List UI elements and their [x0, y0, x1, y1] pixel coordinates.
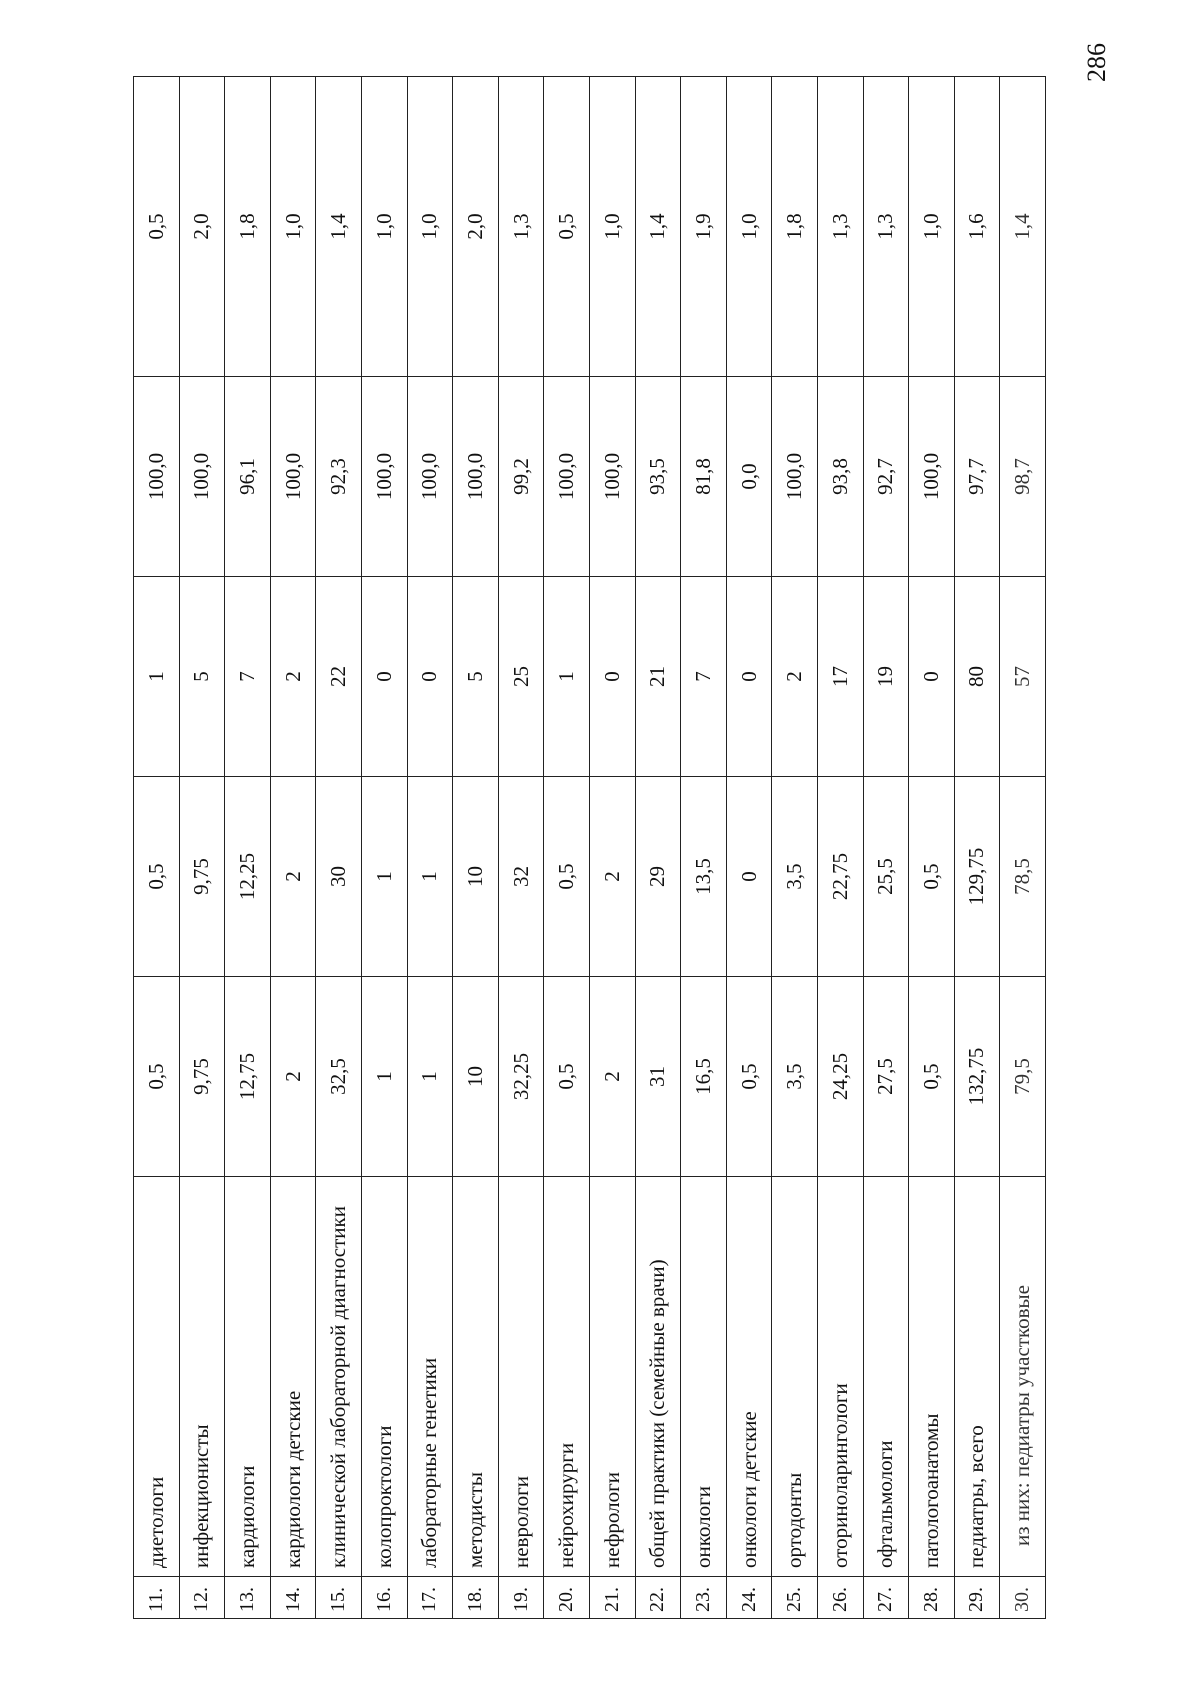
row-number-cell: 29. — [954, 1577, 1000, 1619]
row-number-cell: 15. — [316, 1577, 362, 1619]
value-cell-3: 5 — [179, 577, 225, 777]
table-row — [225, 77, 271, 1619]
value-cell-4: 100,0 — [270, 377, 316, 577]
value-cell-2: 1 — [361, 777, 407, 977]
value-cell-2: 3,5 — [772, 777, 818, 977]
value-cell-4: 100,0 — [407, 377, 453, 577]
table-row — [817, 77, 863, 1619]
table-row — [589, 77, 635, 1619]
value-cell-4: 97,7 — [954, 377, 1000, 577]
value-cell-4: 99,2 — [498, 377, 544, 577]
value-cell-5: 1,0 — [361, 77, 407, 377]
row-number-cell: 12. — [179, 1577, 225, 1619]
value-cell-2: 2 — [589, 777, 635, 977]
specialty-name-cell: нейрохирурги — [544, 1177, 590, 1577]
table-row — [134, 77, 180, 1619]
value-cell-2: 25,5 — [863, 777, 909, 977]
specialty-name-cell: клинической лабораторной диагностики — [316, 1177, 362, 1577]
value-cell-2: 1 — [407, 777, 453, 977]
value-cell-5: 1,4 — [635, 77, 681, 377]
specialty-name-cell: неврологи — [498, 1177, 544, 1577]
value-cell-3: 0 — [589, 577, 635, 777]
table-row — [863, 77, 909, 1619]
value-cell-5: 1,4 — [316, 77, 362, 377]
specialty-name-cell: офтальмологи — [863, 1177, 909, 1577]
row-number-cell: 18. — [453, 1577, 499, 1619]
row-number-cell: 27. — [863, 1577, 909, 1619]
row-number-cell: 25. — [772, 1577, 818, 1619]
specialty-name-cell: колопроктологи — [361, 1177, 407, 1577]
value-cell-1: 2 — [270, 977, 316, 1177]
specialty-name-cell: из них: педиатры участковые — [1000, 1177, 1046, 1577]
value-cell-1: 32,25 — [498, 977, 544, 1177]
value-cell-4: 100,0 — [361, 377, 407, 577]
table-row — [544, 77, 590, 1619]
value-cell-5: 1,0 — [407, 77, 453, 377]
value-cell-1: 12,75 — [225, 977, 271, 1177]
value-cell-2: 29 — [635, 777, 681, 977]
value-cell-4: 81,8 — [681, 377, 727, 577]
row-number-cell: 28. — [909, 1577, 955, 1619]
specialty-name-cell: кардиологи — [225, 1177, 271, 1577]
value-cell-3: 0 — [909, 577, 955, 777]
value-cell-1: 0,5 — [726, 977, 772, 1177]
row-number-cell: 17. — [407, 1577, 453, 1619]
table-body — [134, 77, 1046, 1619]
row-number-cell: 22. — [635, 1577, 681, 1619]
value-cell-5: 1,3 — [863, 77, 909, 377]
value-cell-4: 100,0 — [453, 377, 499, 577]
value-cell-5: 1,6 — [954, 77, 1000, 377]
table-row — [407, 77, 453, 1619]
value-cell-4: 92,7 — [863, 377, 909, 577]
value-cell-4: 96,1 — [225, 377, 271, 577]
value-cell-3: 0 — [407, 577, 453, 777]
table-row — [498, 77, 544, 1619]
value-cell-1: 24,25 — [817, 977, 863, 1177]
row-number-cell: 16. — [361, 1577, 407, 1619]
row-number-cell: 14. — [270, 1577, 316, 1619]
value-cell-5: 1,3 — [817, 77, 863, 377]
row-number-cell: 24. — [726, 1577, 772, 1619]
value-cell-3: 22 — [316, 577, 362, 777]
value-cell-2: 22,75 — [817, 777, 863, 977]
value-cell-2: 9,75 — [179, 777, 225, 977]
table-row — [270, 77, 316, 1619]
value-cell-4: 100,0 — [909, 377, 955, 577]
specialty-name-cell: патологоанатомы — [909, 1177, 955, 1577]
row-number-cell: 26. — [817, 1577, 863, 1619]
row-number-cell: 23. — [681, 1577, 727, 1619]
specialty-name-cell: методисты — [453, 1177, 499, 1577]
value-cell-5: 1,0 — [589, 77, 635, 377]
specialty-name-cell: инфекционисты — [179, 1177, 225, 1577]
value-cell-2: 2 — [270, 777, 316, 977]
row-number-cell: 19. — [498, 1577, 544, 1619]
value-cell-2: 10 — [453, 777, 499, 977]
row-number-cell: 13. — [225, 1577, 271, 1619]
value-cell-5: 1,0 — [726, 77, 772, 377]
value-cell-1: 0,5 — [134, 977, 180, 1177]
value-cell-1: 0,5 — [909, 977, 955, 1177]
value-cell-2: 78,5 — [1000, 777, 1046, 977]
row-number-cell: 11. — [134, 1577, 180, 1619]
value-cell-1: 132,75 — [954, 977, 1000, 1177]
value-cell-5: 1,9 — [681, 77, 727, 377]
table-row — [635, 77, 681, 1619]
value-cell-2: 32 — [498, 777, 544, 977]
page-number: 286 — [1082, 43, 1111, 82]
value-cell-4: 100,0 — [772, 377, 818, 577]
specialty-name-cell: онкологи детские — [726, 1177, 772, 1577]
value-cell-4: 100,0 — [589, 377, 635, 577]
value-cell-3: 2 — [270, 577, 316, 777]
value-cell-4: 100,0 — [179, 377, 225, 577]
staffing-table — [133, 76, 1046, 1619]
value-cell-5: 1,3 — [498, 77, 544, 377]
value-cell-1: 9,75 — [179, 977, 225, 1177]
value-cell-3: 7 — [681, 577, 727, 777]
value-cell-1: 3,5 — [772, 977, 818, 1177]
value-cell-1: 31 — [635, 977, 681, 1177]
value-cell-2: 12,25 — [225, 777, 271, 977]
table-row — [909, 77, 955, 1619]
specialty-name-cell: оториноларингологи — [817, 1177, 863, 1577]
value-cell-3: 0 — [726, 577, 772, 777]
value-cell-4: 100,0 — [134, 377, 180, 577]
value-cell-2: 30 — [316, 777, 362, 977]
specialty-name-cell: онкологи — [681, 1177, 727, 1577]
value-cell-4: 93,5 — [635, 377, 681, 577]
value-cell-1: 10 — [453, 977, 499, 1177]
value-cell-3: 57 — [1000, 577, 1046, 777]
specialty-name-cell: нефрологи — [589, 1177, 635, 1577]
value-cell-3: 17 — [817, 577, 863, 777]
value-cell-5: 0,5 — [134, 77, 180, 377]
table-row — [954, 77, 1000, 1619]
value-cell-3: 80 — [954, 577, 1000, 777]
value-cell-3: 21 — [635, 577, 681, 777]
value-cell-5: 1,0 — [909, 77, 955, 377]
table-row — [726, 77, 772, 1619]
value-cell-5: 1,0 — [270, 77, 316, 377]
value-cell-1: 16,5 — [681, 977, 727, 1177]
value-cell-2: 0,5 — [544, 777, 590, 977]
value-cell-5: 2,0 — [453, 77, 499, 377]
value-cell-2: 129,75 — [954, 777, 1000, 977]
table-row — [316, 77, 362, 1619]
value-cell-3: 25 — [498, 577, 544, 777]
specialty-name-cell: диетологи — [134, 1177, 180, 1577]
value-cell-4: 93,8 — [817, 377, 863, 577]
value-cell-1: 1 — [407, 977, 453, 1177]
value-cell-5: 1,8 — [772, 77, 818, 377]
value-cell-3: 5 — [453, 577, 499, 777]
value-cell-2: 13,5 — [681, 777, 727, 977]
specialty-name-cell: педиатры, всего — [954, 1177, 1000, 1577]
value-cell-2: 0,5 — [909, 777, 955, 977]
row-number-cell: 21. — [589, 1577, 635, 1619]
table-row — [772, 77, 818, 1619]
table-row — [361, 77, 407, 1619]
value-cell-3: 19 — [863, 577, 909, 777]
value-cell-1: 0,5 — [544, 977, 590, 1177]
row-number-cell: 30. — [1000, 1577, 1046, 1619]
table-row — [179, 77, 225, 1619]
value-cell-3: 7 — [225, 577, 271, 777]
value-cell-4: 98,7 — [1000, 377, 1046, 577]
table-row — [453, 77, 499, 1619]
value-cell-1: 27,5 — [863, 977, 909, 1177]
specialty-name-cell: кардиологи детские — [270, 1177, 316, 1577]
specialty-name-cell: ортодонты — [772, 1177, 818, 1577]
value-cell-4: 92,3 — [316, 377, 362, 577]
value-cell-2: 0 — [726, 777, 772, 977]
value-cell-3: 1 — [544, 577, 590, 777]
value-cell-5: 2,0 — [179, 77, 225, 377]
value-cell-5: 1,4 — [1000, 77, 1046, 377]
value-cell-5: 1,8 — [225, 77, 271, 377]
value-cell-2: 0,5 — [134, 777, 180, 977]
value-cell-3: 0 — [361, 577, 407, 777]
value-cell-1: 2 — [589, 977, 635, 1177]
value-cell-1: 1 — [361, 977, 407, 1177]
value-cell-3: 1 — [134, 577, 180, 777]
value-cell-1: 79,5 — [1000, 977, 1046, 1177]
value-cell-4: 0,0 — [726, 377, 772, 577]
value-cell-3: 2 — [772, 577, 818, 777]
value-cell-4: 100,0 — [544, 377, 590, 577]
row-number-cell: 20. — [544, 1577, 590, 1619]
specialty-name-cell: лабораторные генетики — [407, 1177, 453, 1577]
value-cell-5: 0,5 — [544, 77, 590, 377]
specialty-name-cell: общей практики (семейные врачи) — [635, 1177, 681, 1577]
table-row — [1000, 77, 1046, 1619]
value-cell-1: 32,5 — [316, 977, 362, 1177]
table-row — [681, 77, 727, 1619]
